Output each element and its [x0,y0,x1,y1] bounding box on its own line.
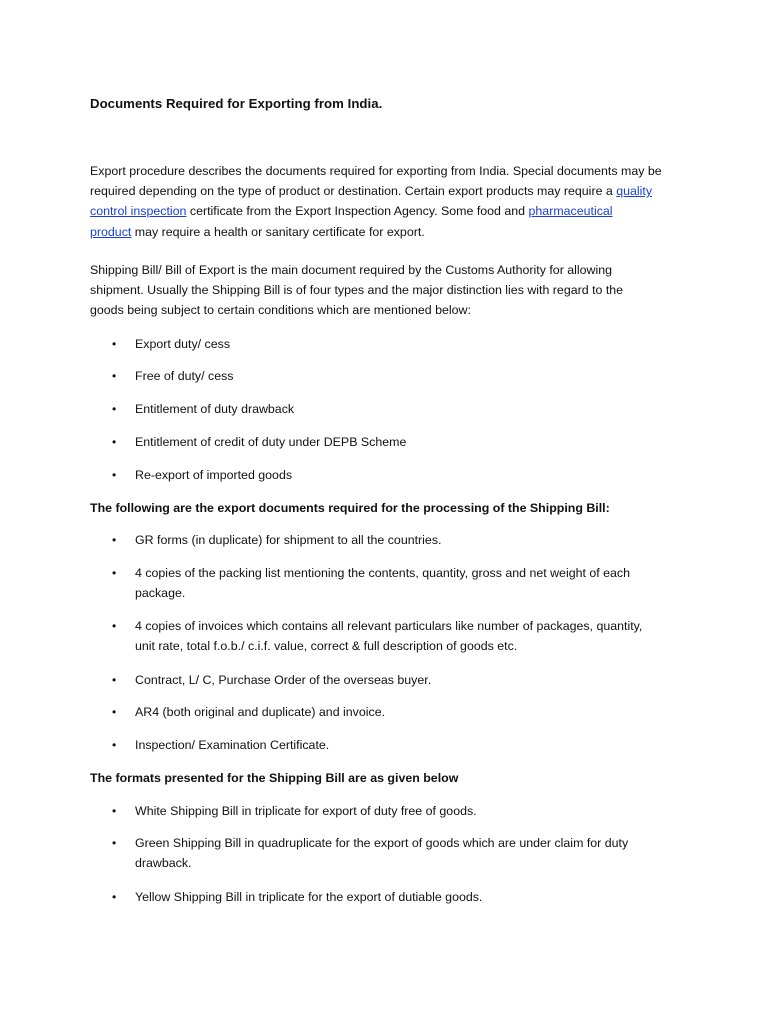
list-item-line-1: GR forms (in duplicate) for shipment to all the countries. [135,533,442,547]
list-item-text [135,702,675,722]
intro-line-2-text: required depending on the type of product or destination. Certain export products may require a [90,184,617,199]
list-item-text [135,616,675,656]
intro-line-3 [90,201,690,221]
export-documents-heading: The following are the export documents required for the processing of the Shipping Bill: [90,501,610,515]
list-item-line-1: Inspection/ Examination Certificate. [135,738,330,752]
bullet-marker: • [112,836,117,850]
bullet-marker: • [112,337,117,351]
shipping-para-line-1: Shipping Bill/ Bill of Export is the main document required by the Customs Authority for allowing [90,263,613,277]
list-item-line-2: package. [135,586,186,601]
quality-control-inspection-link-part1[interactable]: quality [616,184,653,199]
shipping-para-line-3: goods being subject to certain conditions which are mentioned below: [90,303,471,318]
list-item-text: Re-export of imported goods [135,468,293,482]
list-item-text [135,735,675,755]
intro-line-4 [90,222,690,242]
list-item-text: Entitlement of credit of duty under DEPB Scheme [135,435,407,449]
list-item-text [135,530,675,550]
bullet-marker: • [112,468,117,482]
bullet-marker: • [112,533,117,547]
intro-line-4-text: may require a health or sanitary certificate for export. [131,224,425,239]
bullet-marker: • [112,890,117,904]
list-item-text [135,887,675,907]
pharmaceutical-product-link-part1[interactable]: pharmaceutical [528,204,613,219]
list-item-line-1: 4 copies of the packing list mentioning the contents, quantity, gross and net weight of each [135,566,631,580]
bullet-marker: • [112,738,117,752]
list-item-text: Export duty/ cess [135,337,231,351]
bullet-marker: • [112,435,117,449]
list-item-text [135,563,675,603]
list-item-line-1: 4 copies of invoices which contains all relevant particulars like number of packages, quantity, [135,619,643,633]
intro-paragraph [90,161,690,242]
pharmaceutical-product-link-part2[interactable]: product [90,224,132,239]
list-item-line-1: AR4 (both original and duplicate) and invoice. [135,705,386,719]
intro-line-1: Export procedure describes the documents required for exporting from India. Special documents may be [90,164,662,178]
quality-control-inspection-link-part2[interactable]: control inspection [90,204,187,219]
bullet-marker: • [112,402,117,416]
list-item-text [135,833,675,873]
intro-line-3-text: certificate from the Export Inspection Agency. Some food and [186,204,529,219]
list-item-line-1: Yellow Shipping Bill in triplicate for the export of dutiable goods. [135,890,483,904]
list-item-line-1: Contract, L/ C, Purchase Order of the overseas buyer. [135,673,432,687]
shipping-para-line-2: shipment. Usually the Shipping Bill is of four types and the major distinction lies with regard to the [90,283,624,298]
bullet-marker: • [112,369,117,383]
list-item-text: Free of duty/ cess [135,369,234,383]
list-item-text [135,670,675,690]
list-item-text [135,801,675,821]
bullet-marker: • [112,673,117,687]
list-item-line-1: White Shipping Bill in triplicate for export of duty free of goods. [135,804,477,818]
shipping-bill-formats-heading: The formats presented for the Shipping Bill are as given below [90,771,459,785]
intro-line-2 [90,181,690,201]
list-item-line-2: unit rate, total f.o.b./ c.i.f. value, correct & full description of goods etc. [135,639,518,654]
list-item-text: Entitlement of duty drawback [135,402,295,416]
shipping-bill-paragraph [90,260,690,321]
bullet-marker: • [112,705,117,719]
list-item-line-2: drawback. [135,856,192,871]
bullet-marker: • [112,804,117,818]
bullet-marker: • [112,566,117,580]
bullet-marker: • [112,619,117,633]
list-item-line-1: Green Shipping Bill in quadruplicate for the export of goods which are under claim for duty [135,836,629,850]
document-title: Documents Required for Exporting from India. [90,96,383,111]
